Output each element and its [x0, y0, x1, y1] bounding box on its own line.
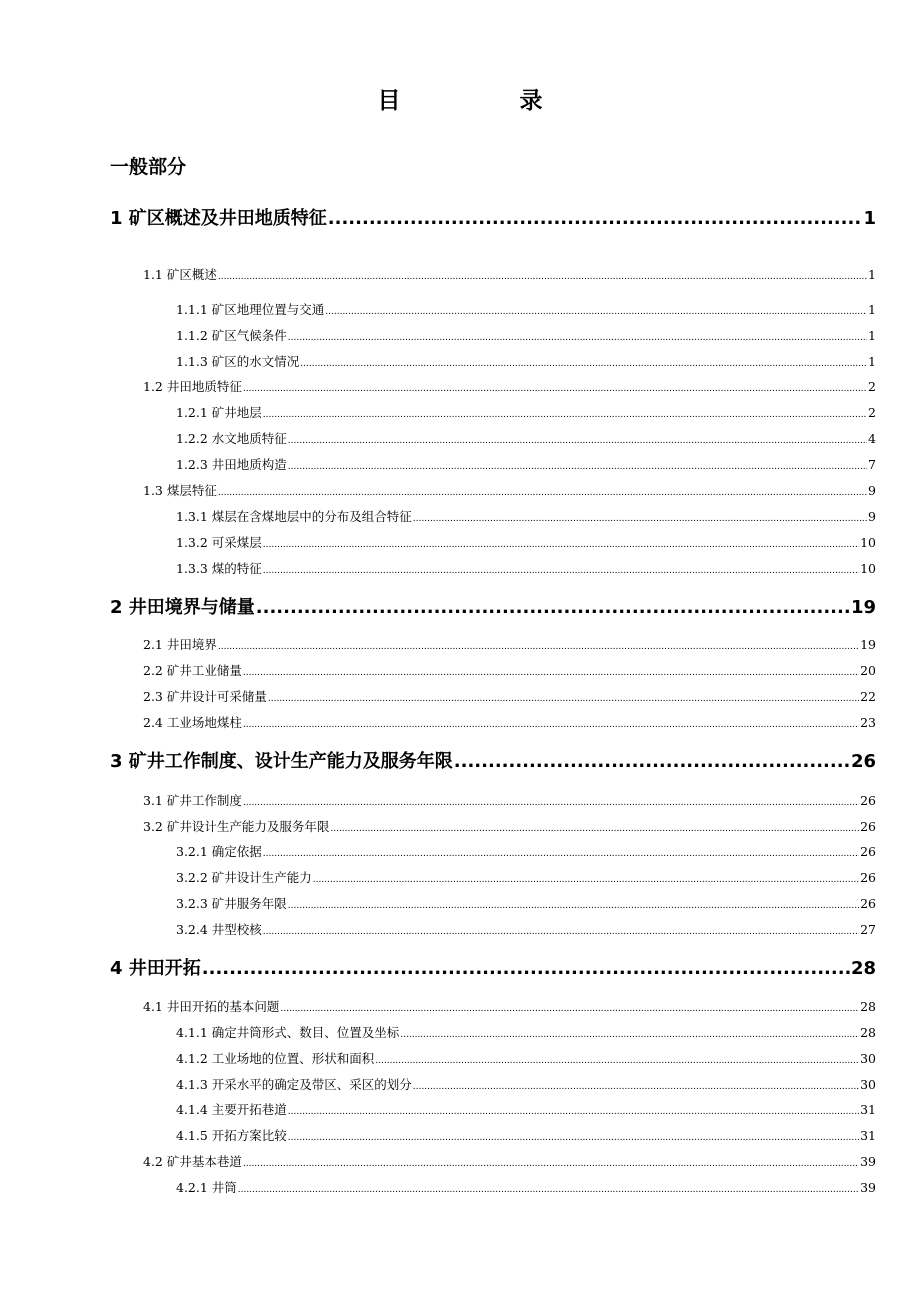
toc-entry-page-number: 31	[860, 1128, 876, 1143]
toc-entry[interactable]	[176, 534, 876, 554]
toc-dot-leader	[202, 957, 850, 981]
toc-entry-page-number: 1	[868, 354, 876, 369]
toc-entry[interactable]	[176, 1076, 876, 1096]
toc-dot-leader	[243, 717, 859, 734]
toc-entry[interactable]	[143, 266, 876, 286]
toc-entry-label: 1.2.3 井田地质构造	[176, 457, 287, 472]
toc-entry[interactable]	[176, 430, 876, 450]
toc-entry-page-number: 26	[860, 793, 876, 808]
toc-entry-label: 2.2 矿井工业储量	[143, 663, 242, 678]
toc-entry-label: 3 矿井工作制度、设计生产能力及服务年限	[110, 751, 453, 772]
toc-entry[interactable]	[143, 998, 876, 1018]
toc-entry[interactable]	[143, 688, 876, 708]
toc-dot-leader	[288, 898, 859, 915]
toc-entry-label: 1.1 矿区概述	[143, 267, 217, 282]
toc-entry[interactable]	[110, 596, 876, 620]
toc-entry[interactable]	[176, 1050, 876, 1070]
toc-entry-page-number: 23	[860, 715, 876, 730]
toc-entry-page-number: 30	[860, 1051, 876, 1066]
toc-entry-label: 3.2 矿井设计生产能力及服务年限	[143, 819, 330, 834]
toc-entry[interactable]	[110, 957, 876, 981]
toc-entry-page-number: 28	[850, 958, 876, 979]
toc-entry[interactable]	[176, 843, 876, 863]
toc-entry[interactable]	[176, 353, 876, 373]
toc-entry-label: 2.4 工业场地煤柱	[143, 715, 242, 730]
toc-entry-label: 4.2 矿井基本巷道	[143, 1154, 242, 1169]
toc-entry[interactable]	[176, 508, 876, 528]
toc-entry-label: 3.2.3 矿井服务年限	[176, 896, 287, 911]
toc-entry-page-number: 26	[860, 819, 876, 834]
page-title: 目 录	[377, 88, 591, 114]
toc-entry-page-number: 9	[868, 509, 876, 524]
toc-entry[interactable]	[143, 818, 876, 838]
toc-dot-leader	[268, 691, 859, 708]
toc-entry[interactable]	[176, 895, 876, 915]
toc-dot-leader	[218, 485, 867, 502]
toc-entry-label: 3.2.1 确定依据	[176, 844, 262, 859]
toc-entry-label: 1 矿区概述及井田地质特征	[110, 208, 327, 229]
toc-entry-label: 1.2.2 水文地质特征	[176, 431, 287, 446]
toc-entry-label: 1.3.1 煤层在含煤地层中的分布及组合特征	[176, 509, 412, 524]
toc-entry-page-number: 31	[860, 1102, 876, 1117]
toc-entry-page-number: 26	[860, 844, 876, 859]
toc-dot-leader	[280, 1001, 859, 1018]
toc-dot-leader	[288, 1104, 859, 1121]
toc-entry[interactable]	[143, 714, 876, 734]
toc-entry-page-number: 1	[868, 302, 876, 317]
toc-entry[interactable]	[176, 456, 876, 476]
toc-entry[interactable]	[143, 482, 876, 502]
toc-entry-page-number: 9	[868, 483, 876, 498]
toc-entry[interactable]	[176, 327, 876, 347]
toc-entry-page-number: 1	[868, 328, 876, 343]
toc-dot-leader	[263, 924, 859, 941]
toc-entry-label: 4.1 井田开拓的基本问题	[143, 999, 280, 1014]
toc-dot-leader	[263, 563, 859, 580]
toc-dot-leader	[243, 665, 859, 682]
toc-entry-page-number: 27	[860, 922, 876, 937]
toc-entry-page-number: 39	[860, 1154, 876, 1169]
toc-entry-page-number: 22	[860, 689, 876, 704]
toc-entry-page-number: 30	[860, 1077, 876, 1092]
toc-dot-leader	[454, 750, 850, 774]
toc-entry-page-number: 19	[850, 597, 876, 618]
toc-entry-page-number: 10	[860, 535, 876, 550]
toc-dot-leader	[243, 1156, 859, 1173]
toc-entry-label: 2.1 井田境界	[143, 637, 217, 652]
toc-entry-label: 3.2.4 井型校核	[176, 922, 262, 937]
toc-dot-leader	[413, 511, 867, 528]
toc-dot-leader	[400, 1027, 859, 1044]
toc-dot-leader	[288, 459, 867, 476]
toc-entry[interactable]	[143, 792, 876, 812]
toc-entry-label: 1.2.1 矿井地层	[176, 405, 262, 420]
toc-entry-page-number: 19	[860, 637, 876, 652]
toc-entry-label: 1.3.2 可采煤层	[176, 535, 262, 550]
toc-entry-page-number: 1	[863, 208, 876, 229]
toc-dot-leader	[243, 795, 859, 812]
toc-dot-leader	[238, 1182, 859, 1199]
toc-entry-label: 4.1.4 主要开拓巷道	[176, 1102, 287, 1117]
toc-entry-label: 2 井田境界与储量	[110, 597, 255, 618]
toc-entry-page-number: 39	[860, 1180, 876, 1195]
toc-entry[interactable]	[176, 869, 876, 889]
toc-entry[interactable]	[176, 404, 876, 424]
toc-dot-leader	[263, 846, 859, 863]
toc-entry-label: 4.1.3 开采水平的确定及带区、采区的划分	[176, 1077, 412, 1092]
toc-entry-label: 4.1.1 确定井筒形式、数目、位置及坐标	[176, 1025, 400, 1040]
toc-entry-label: 1.1.3 矿区的水文情况	[176, 354, 300, 369]
toc-entry-page-number: 26	[860, 870, 876, 885]
toc-entry[interactable]	[143, 1153, 876, 1173]
toc-dot-leader	[328, 207, 863, 231]
toc-dot-leader	[300, 356, 867, 373]
toc-dot-leader	[288, 1130, 859, 1147]
toc-entry-label: 1.1.1 矿区地理位置与交通	[176, 302, 325, 317]
toc-entry-label: 1.3 煤层特征	[143, 483, 217, 498]
toc-entry-page-number: 1	[868, 267, 876, 282]
toc-entry-page-number: 26	[850, 751, 876, 772]
toc-dot-leader	[375, 1053, 859, 1070]
toc-dot-leader	[263, 537, 859, 554]
toc-dot-leader	[218, 639, 859, 656]
toc-entry-label: 3.1 矿井工作制度	[143, 793, 242, 808]
toc-dot-leader	[313, 872, 859, 889]
toc-entry-page-number: 20	[860, 663, 876, 678]
toc-dot-leader	[243, 381, 867, 398]
toc-entry-label: 1.3.3 煤的特征	[176, 561, 262, 576]
toc-entry[interactable]	[110, 750, 876, 774]
toc-entry[interactable]	[143, 662, 876, 682]
toc-entry[interactable]	[176, 1127, 876, 1147]
toc-dot-leader	[325, 304, 867, 321]
toc-dot-leader	[288, 433, 867, 450]
toc-entry[interactable]	[176, 1179, 876, 1199]
toc-entry[interactable]	[176, 1101, 876, 1121]
toc-dot-leader	[330, 821, 859, 838]
toc-entry[interactable]	[110, 207, 876, 231]
toc-entry-page-number: 26	[860, 896, 876, 911]
toc-entry-label: 2.3 矿井设计可采储量	[143, 689, 267, 704]
toc-entry-label: 1.2 井田地质特征	[143, 379, 242, 394]
toc-dot-leader	[288, 330, 867, 347]
toc-dot-leader	[413, 1079, 859, 1096]
toc-entry-page-number: 2	[868, 405, 876, 420]
toc-entry-page-number: 2	[868, 379, 876, 394]
toc-entry[interactable]	[176, 1024, 876, 1044]
toc-dot-leader	[256, 596, 850, 620]
toc-entry-label: 1.1.2 矿区气候条件	[176, 328, 287, 343]
toc-entry[interactable]	[143, 636, 876, 656]
toc-entry-label: 4.1.2 工业场地的位置、形状和面积	[176, 1051, 375, 1066]
toc-dot-leader	[218, 269, 867, 286]
toc-entry[interactable]	[176, 921, 876, 941]
toc-entry-label: 4.2.1 井筒	[176, 1180, 237, 1195]
toc-entry[interactable]	[176, 560, 876, 580]
toc-entry[interactable]	[143, 378, 876, 398]
section-heading: 一般部分	[110, 156, 187, 178]
toc-entry[interactable]	[176, 301, 876, 321]
toc-entry-page-number: 4	[868, 431, 876, 446]
toc-entry-page-number: 28	[860, 999, 876, 1014]
toc-entry-label: 3.2.2 矿井设计生产能力	[176, 870, 312, 885]
toc-entry-page-number: 7	[868, 457, 876, 472]
toc-entry-label: 4 井田开拓	[110, 958, 201, 979]
toc-entry-page-number: 28	[860, 1025, 876, 1040]
toc-entry-label: 4.1.5 开拓方案比较	[176, 1128, 287, 1143]
toc-dot-leader	[263, 407, 867, 424]
toc-entry-page-number: 10	[860, 561, 876, 576]
